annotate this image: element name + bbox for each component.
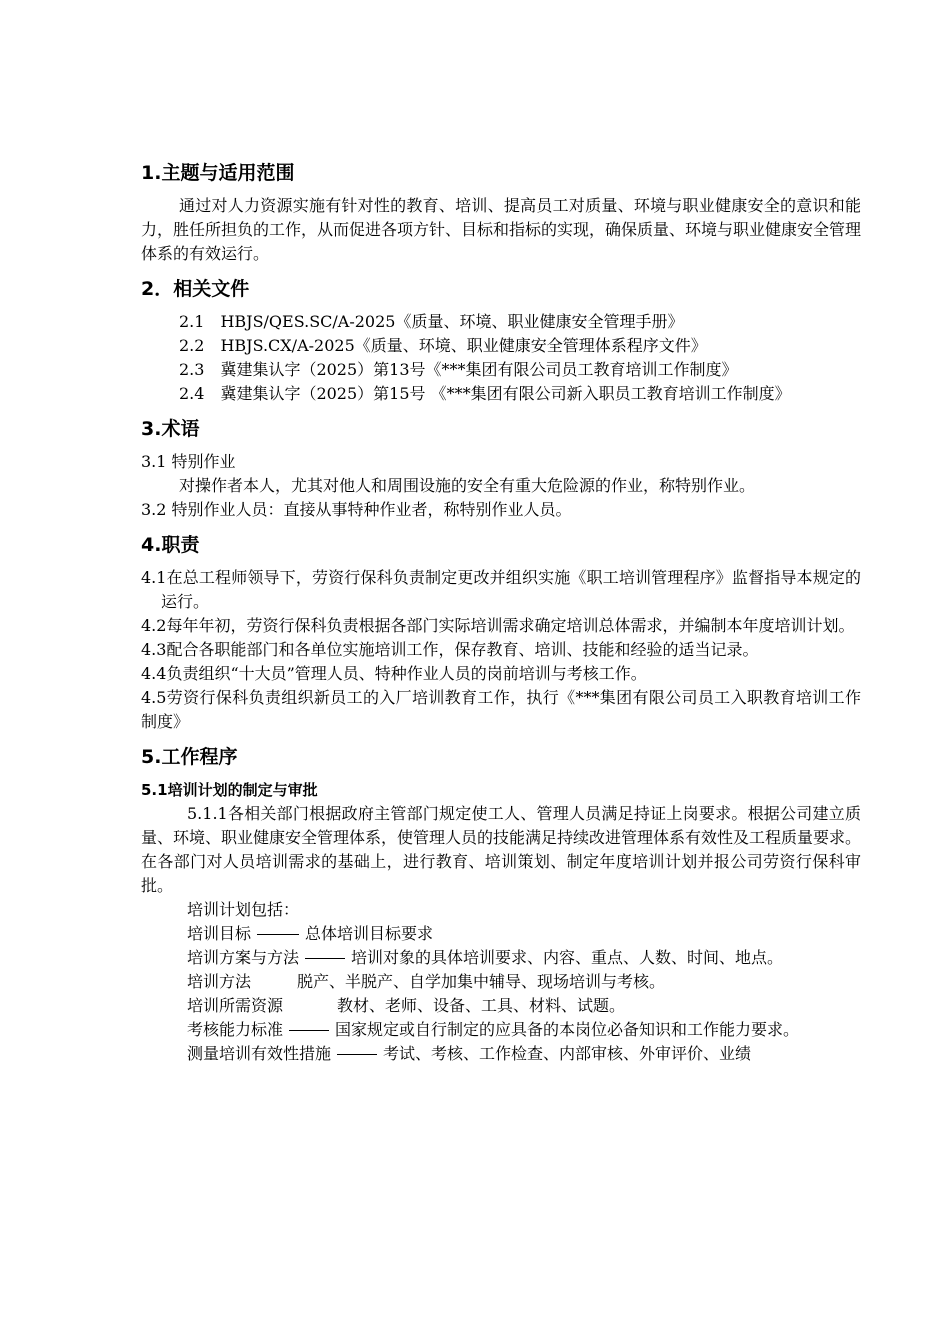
list-item: 4.2每年年初，劳资行保科负责根据各部门实际培训需求确定培训总体需求，并编制本年度培训计划。 xyxy=(141,616,855,635)
section-terms xyxy=(141,414,861,522)
plan-item xyxy=(141,1042,861,1066)
section-scope xyxy=(141,158,861,266)
plan-desc: 教材、老师、设备、工具、材料、试题。 xyxy=(337,996,626,1015)
plan-item xyxy=(141,970,861,994)
list-item: 2.3 冀建集认字（2025）第13号《***集团有限公司员工教育培训工作制度》 xyxy=(179,360,738,379)
underline xyxy=(257,934,299,935)
list-item: 2.2 HBJS.CX/A-2025《质量、环境、职业健康安全管理体系程序文件》 xyxy=(179,336,707,355)
section-procedure xyxy=(141,742,861,1066)
list-item: 4.3配合各职能部门和各单位实施培训工作，保存教育、培训、技能和经验的适当记录。 xyxy=(141,640,759,659)
term-heading: 3.1 特别作业 xyxy=(141,452,236,471)
plan-label: 培训方案与方法 xyxy=(187,948,300,967)
list-item: 4.1在总工程师领导下，劳资行保科负责制定更改并组织实施《职工培训管理程序》监督指导本规定的运行。 xyxy=(141,568,861,611)
plan-label: 培训方法 xyxy=(187,972,252,991)
section-title: 5.工作程序 xyxy=(141,746,238,768)
term-definition: 对操作者本人，尤其对他人和周围设施的安全有重大危险源的作业，称特别作业。 xyxy=(179,476,756,495)
section-title: 4.职责 xyxy=(141,534,200,556)
section-title: 1.主题与适用范围 xyxy=(141,162,295,184)
subsection-title: 5.1培训计划的制定与审批 xyxy=(141,781,318,799)
plan-desc: 国家规定或自行制定的应具备的本岗位必备知识和工作能力要求。 xyxy=(335,1020,800,1039)
section-related-docs xyxy=(141,274,861,406)
section-responsibilities xyxy=(141,530,861,734)
plan-item xyxy=(141,1018,861,1042)
plan-desc: 脱产、半脱产、自学加集中辅导、现场培训与考核。 xyxy=(297,972,666,991)
plan-label: 测量培训有效性措施 xyxy=(187,1044,332,1063)
plan-desc: 考试、考核、工作检查、内部审核、外审评价、业绩 xyxy=(383,1044,752,1063)
section-title: 2．相关文件 xyxy=(141,278,250,300)
plan-item xyxy=(141,994,861,1018)
paragraph: 5.1.1各相关部门根据政府主管部门规定使工人、管理人员满足持证上岗要求。根据公司建立质量、环境、职业健康安全管理体系，使管理人员的技能满足持续改进管理体系有效性及工程质量要求。在各部门对人员培训需求的基础上，进行教育、培训策划、制定年度培训计划并报公司劳资行保科审批。 xyxy=(141,804,862,895)
list-item: 4.5劳资行保科负责组织新员工的入厂培训教育工作，执行《***集团有限公司员工入职教育培训工作制度》 xyxy=(141,688,861,731)
underline xyxy=(289,1030,329,1031)
plan-desc: 总体培训目标要求 xyxy=(305,924,434,943)
plan-item xyxy=(141,922,861,946)
plan-label: 培训所需资源 xyxy=(187,996,284,1015)
plan-item xyxy=(141,946,861,970)
plan-intro: 培训计划包括： xyxy=(187,900,300,919)
plan-desc: 培训对象的具体培训要求、内容、重点、人数、时间、地点。 xyxy=(351,948,784,967)
plan-label: 考核能力标准 xyxy=(187,1020,284,1039)
term-item: 3.2 特别作业人员：直接从事特种作业者，称特别作业人员。 xyxy=(141,500,572,519)
list-item: 2.4 冀建集认字（2025）第15号 《***集团有限公司新入职员工教育培训工作制度》 xyxy=(179,384,791,403)
underline xyxy=(305,958,345,959)
document-page xyxy=(141,158,861,1074)
list-item: 4.4负责组织“十大员”管理人员、特种作业人员的岗前培训与考核工作。 xyxy=(141,664,647,683)
paragraph: 通过对人力资源实施有针对性的教育、培训、提高员工对质量、环境与职业健康安全的意识和能力，胜任所担负的工作，从而促进各项方针、目标和指标的实现，确保质量、环境与职业健康安全管理体系的有效运行。 xyxy=(141,196,862,263)
underline xyxy=(337,1054,377,1055)
section-title: 3.术语 xyxy=(141,418,200,440)
list-item: 2.1 HBJS/QES.SC/A-2025《质量、环境、职业健康安全管理手册》 xyxy=(179,312,684,331)
plan-label: 培训目标 xyxy=(187,924,252,943)
